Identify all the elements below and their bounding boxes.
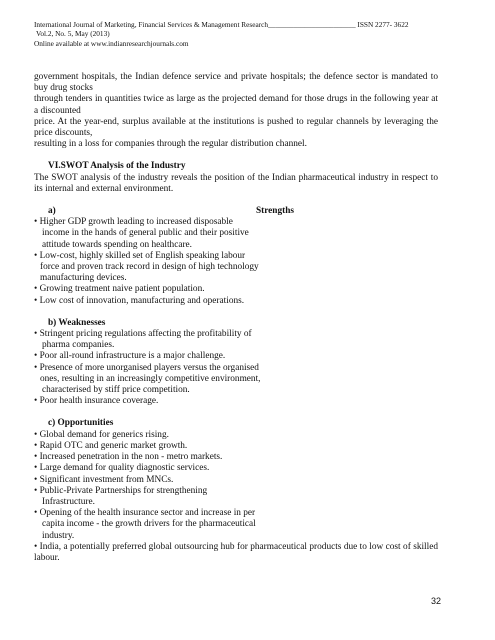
intro-paragraph-3: price. At the year-end, surplus available at the institutions is pushed to regular channels by leveraging the price discounts, <box>34 116 438 139</box>
strengths-letter: a) <box>48 206 56 217</box>
opportunity-line-3: • Increased penetration in the non - metro markets. <box>34 452 223 463</box>
strengths-title: Strengths <box>255 206 294 217</box>
strength-line-8: • Low cost of innovation, manufacturing and operations. <box>34 295 245 306</box>
weakness-line-2: pharma companies. <box>42 340 115 351</box>
opportunity-line-9: capita income - the growth drivers for the pharmaceutical <box>42 519 256 530</box>
intro-paragraph-4: resulting in a loss for companies through the regular distribution channel. <box>34 139 307 150</box>
strength-line-7: • Growing treatment naive patient population. <box>34 284 205 295</box>
page-number: 32 <box>430 596 441 606</box>
intro-paragraph-1: government hospitals, the Indian defence service and private hospitals; the defence sector is mandated to buy drug stocks <box>34 72 438 94</box>
page-body <box>34 72 438 564</box>
strengths-heading <box>34 206 294 217</box>
opportunity-line-1: • Global demand for generics rising. <box>34 429 169 440</box>
opportunity-line-7: Infrastructure. <box>42 496 95 507</box>
opportunities-heading: c) Opportunities <box>48 418 114 429</box>
volume-line: Vol.2, No. 5, May (2013) <box>36 29 110 39</box>
weakness-line-3: • Poor all-round infrastructure is a major challenge. <box>34 351 226 362</box>
opportunity-line-4: • Large demand for quality diagnostic services. <box>34 463 210 474</box>
section-intro: The SWOT analysis of the industry reveals the position of the Indian pharmaceutical industry in respect to its internal and external environment. <box>34 172 438 194</box>
journal-title-line: International Journal of Marketing, Financial Services & Management Research________________________ ISSN 2277- 3622 <box>34 20 409 29</box>
strength-line-5: force and proven track record in design of high technology <box>40 262 259 273</box>
weakness-line-7: • Poor health insurance coverage. <box>34 396 159 407</box>
opportunity-line-8: • Opening of the health insurance sector and increase in per <box>34 508 256 519</box>
opportunity-line-2: • Rapid OTC and generic market growth. <box>34 440 188 451</box>
strength-line-1: • Higher GDP growth leading to increased disposable <box>34 217 233 228</box>
strength-line-3: attitude towards spending on healthcare. <box>42 239 192 250</box>
online-availability-line: Online available at www.indianresearchjournals.com <box>34 38 189 48</box>
page-header <box>34 20 464 48</box>
weaknesses-heading: b) Weaknesses <box>48 317 106 328</box>
section-heading: VI.SWOT Analysis of the Industry <box>48 161 186 172</box>
weakness-line-5: ones, resulting in an increasingly competitive environment, <box>40 373 261 384</box>
opportunity-line-5: • Significant investment from MNCs. <box>34 474 174 485</box>
opportunity-line-6: • Public-Private Partnerships for strengthening <box>34 485 208 496</box>
strength-line-6: manufacturing devices. <box>40 273 127 284</box>
strength-line-2: income in the hands of general public and their positive <box>42 228 249 239</box>
opportunity-last-item: • India, a potentially preferred global outsourcing hub for pharmaceutical products due to low cost of skilled labour. <box>34 541 438 563</box>
opportunity-line-10: industry. <box>42 530 75 541</box>
weakness-line-4: • Presence of more unorganised players versus the organised <box>34 362 259 373</box>
strength-line-4: • Low-cost, highly skilled set of English speaking labour <box>34 250 246 261</box>
intro-paragraph-2: through tenders in quantities twice as large as the projected demand for those drugs in the following year at a discounted <box>34 94 438 116</box>
weakness-line-1: • Stringent pricing regulations affecting the profitability of <box>34 329 252 340</box>
weakness-line-6: characterised by stiff price competition. <box>42 385 190 396</box>
